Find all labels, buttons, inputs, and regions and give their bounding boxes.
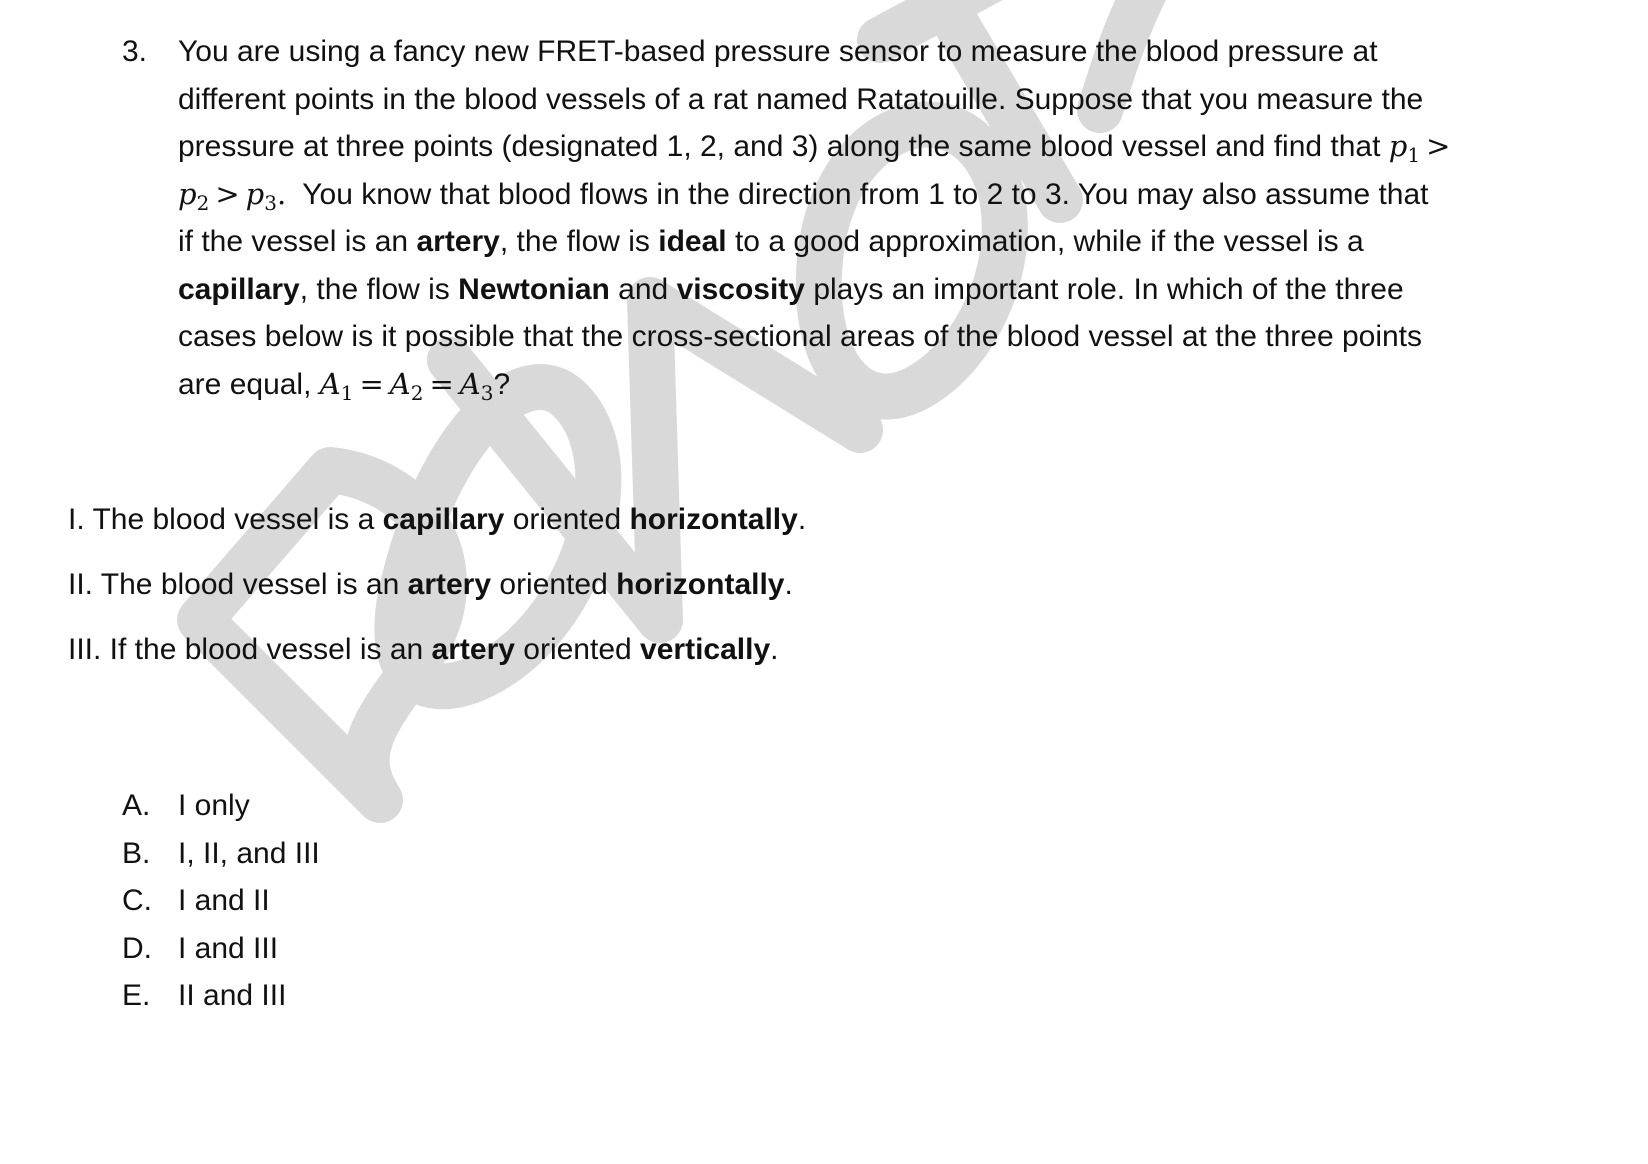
question-line (178, 218, 1592, 266)
choice-letter: A. (122, 789, 151, 822)
choice-text: I and II (178, 884, 270, 917)
bold-term: artery (407, 568, 492, 601)
bold-term-newtonian: Newtonian (458, 272, 610, 306)
choice-letter: B. (122, 836, 151, 870)
question-line (178, 123, 1592, 171)
math-sub: 1 (1407, 143, 1421, 167)
math-op: > (215, 176, 240, 211)
question-line (178, 171, 1592, 219)
statement-iii (68, 633, 778, 667)
question-text-span: and (609, 272, 677, 306)
question-number: 3. (122, 35, 148, 68)
question-text-span: cases below is it possible that the cross-sectional areas of the blood vessel at the three points (178, 320, 1423, 353)
math-op: = (359, 366, 384, 401)
statement-text: . (770, 633, 779, 666)
math-sub: 3 (480, 380, 494, 405)
math-sub: 1 (340, 380, 354, 405)
choice-text: I, II, and III (178, 836, 320, 870)
math-area-equality (319, 366, 494, 405)
bold-term: artery (431, 633, 515, 666)
question-text (178, 28, 1592, 408)
question-text-span: You are using a fancy new FRET-based pressure sensor to measure the blood pressure at (178, 35, 1378, 68)
math-var: A (389, 366, 411, 401)
bold-term-ideal: ideal (658, 225, 727, 258)
math-op: = (429, 366, 454, 401)
bold-term-viscosity: viscosity (676, 272, 805, 306)
math-var: p (1388, 129, 1408, 163)
statement-i (68, 503, 806, 537)
bold-term-capillary: capillary (178, 272, 300, 306)
statement-text: oriented (514, 633, 641, 666)
math-var: p (178, 176, 197, 211)
bold-term: capillary (382, 503, 505, 536)
statement-text: oriented (491, 568, 617, 601)
statement-text: II. The blood vessel is an (68, 568, 408, 601)
question-text-span: to a good approximation, while if the vessel is a (726, 225, 1364, 258)
statement-text: I. The blood vessel is a (68, 503, 383, 536)
math-p1-gt (1388, 129, 1457, 167)
choice-text: I and III (178, 931, 279, 965)
statement-text: III. If the blood vessel is an (68, 633, 432, 666)
question-text-span: , the flow is (499, 225, 659, 258)
statement-text: oriented (504, 503, 630, 536)
question-line (178, 28, 1592, 76)
choice-text: II and III (178, 979, 287, 1012)
question-3 (122, 28, 1592, 408)
math-p2-gt-p3 (178, 176, 287, 215)
math-op: > (1426, 129, 1451, 163)
math-sub: 3 (264, 190, 277, 215)
math-punct: . (276, 176, 287, 211)
math-var: A (459, 366, 481, 401)
statement-text: . (784, 568, 793, 601)
question-text-span: are equal, (178, 367, 320, 401)
question-line (178, 266, 1592, 314)
question-line (178, 313, 1592, 361)
question-text-span: if the vessel is an (178, 225, 417, 258)
bold-term: horizontally (616, 568, 785, 601)
bold-term: vertically (640, 633, 771, 666)
question-text-span: ? (493, 367, 511, 401)
statement-ii (68, 568, 793, 602)
math-sub: 2 (196, 190, 210, 215)
bold-term: horizontally (629, 503, 798, 536)
question-text-span: plays an important role. In which of the three (804, 272, 1404, 306)
bold-term-artery: artery (416, 225, 500, 258)
question-line (178, 76, 1592, 124)
math-var: A (319, 366, 341, 401)
choice-letter: E. (122, 979, 151, 1012)
choice-text: I only (178, 789, 250, 822)
choice-letter: C. (122, 884, 152, 917)
question-text-span: You know that blood flows in the direction from 1 to 2 to 3. You may also assume that (286, 177, 1429, 211)
question-text-span: different points in the blood vessels of a rat named Ratatouille. Suppose that you measure the (178, 82, 1424, 116)
math-var: p (245, 176, 265, 211)
math-sub: 2 (410, 380, 424, 405)
statement-text: . (797, 503, 807, 536)
choice-letter: D. (122, 931, 152, 965)
question-text-span: , the flow is (299, 272, 459, 306)
question-line (178, 361, 1592, 409)
question-text-span: pressure at three points (designated 1, 2, and 3) along the same blood vessel and find that (178, 130, 1389, 163)
